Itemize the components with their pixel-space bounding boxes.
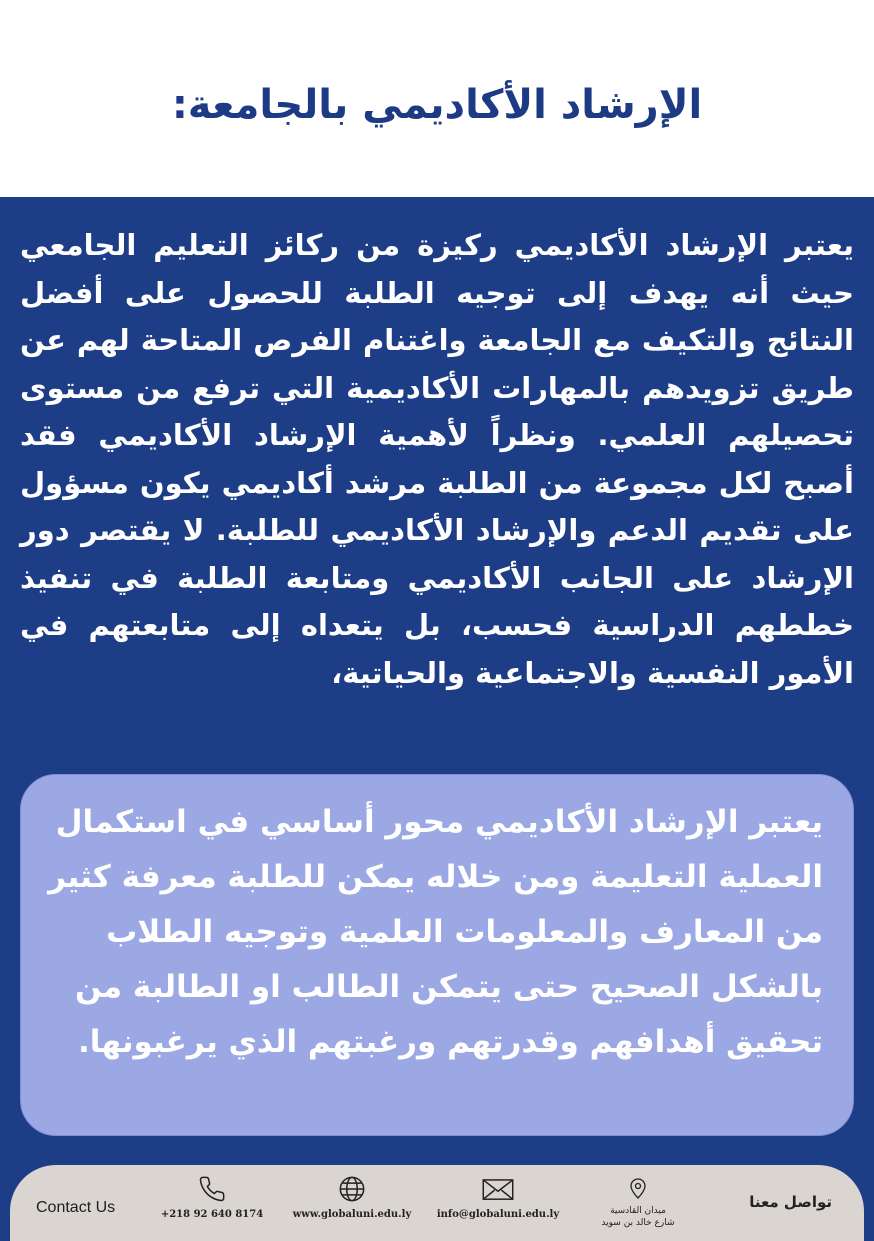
contact-us-arabic-label: تواصل معنا xyxy=(749,1193,832,1211)
address-line-1: ميدان القادسية xyxy=(610,1206,666,1216)
globe-icon xyxy=(338,1175,366,1203)
mail-icon xyxy=(481,1175,515,1203)
contact-us-label: Contact Us xyxy=(36,1199,116,1216)
phone-icon xyxy=(198,1175,226,1203)
website-link: www.globaluni.edu.ly xyxy=(292,1209,412,1220)
contact-footer xyxy=(10,1165,864,1241)
body-paragraph: يعتبر الإرشاد الأكاديمي ركيزة من ركائز التعليم الجامعي حيث أنه يهدف إلى توجيه الطلبة للحصول على أفضل النتائج والتكيف مع الجامعة واغتنام الفرص المتاحة لهم عن طريق تزويدهم بالمهارات الأكاديمية التي ترفع من مستوى تحصيلهم العلمي. ونظراً لأهمية الإرشاد الأكاديمي فقد أصبح لكل مجموعة من الطلبة مرشد أكاديمي يكون مسؤول على تقديم الدعم والإرشاد الأكاديمي للطلبة. لا يقتصر دور الإرشاد على الجانب الأكاديمي ومتابعة الطلبة في تنفيذ خططهم الدراسية فحسب، بل يتعداه إلى متابعتهم في الأمور النفسية والاجتماعية والحياتية، xyxy=(20,228,854,690)
page-title: الإرشاد الأكاديمي بالجامعة: xyxy=(171,82,703,128)
address-line-2: شارع خالد بن سويد xyxy=(601,1218,675,1228)
phone-contact[interactable] xyxy=(142,1175,282,1220)
highlight-callout xyxy=(20,774,854,1136)
email-contact[interactable] xyxy=(428,1175,568,1220)
email-address: info@globaluni.edu.ly xyxy=(436,1209,560,1220)
website-contact[interactable] xyxy=(282,1175,422,1220)
address-contact xyxy=(568,1175,708,1229)
phone-number: +218 92 640 8174 xyxy=(160,1209,264,1220)
location-pin-icon xyxy=(626,1175,650,1201)
callout-text: يعتبر الإرشاد الأكاديمي محور أساسي في استكمال العملية التعليمة ومن خلاله يمكن للطلبة معرفة كثير من المعارف والمعلومات العلمية وتوجيه الطلاب بالشكل الصحيح حتى يتمكن الطالب او الطالبة من تحقيق أهدافهم وقدرتهم ورغبتهم الذي يرغبونها. xyxy=(48,804,823,1060)
